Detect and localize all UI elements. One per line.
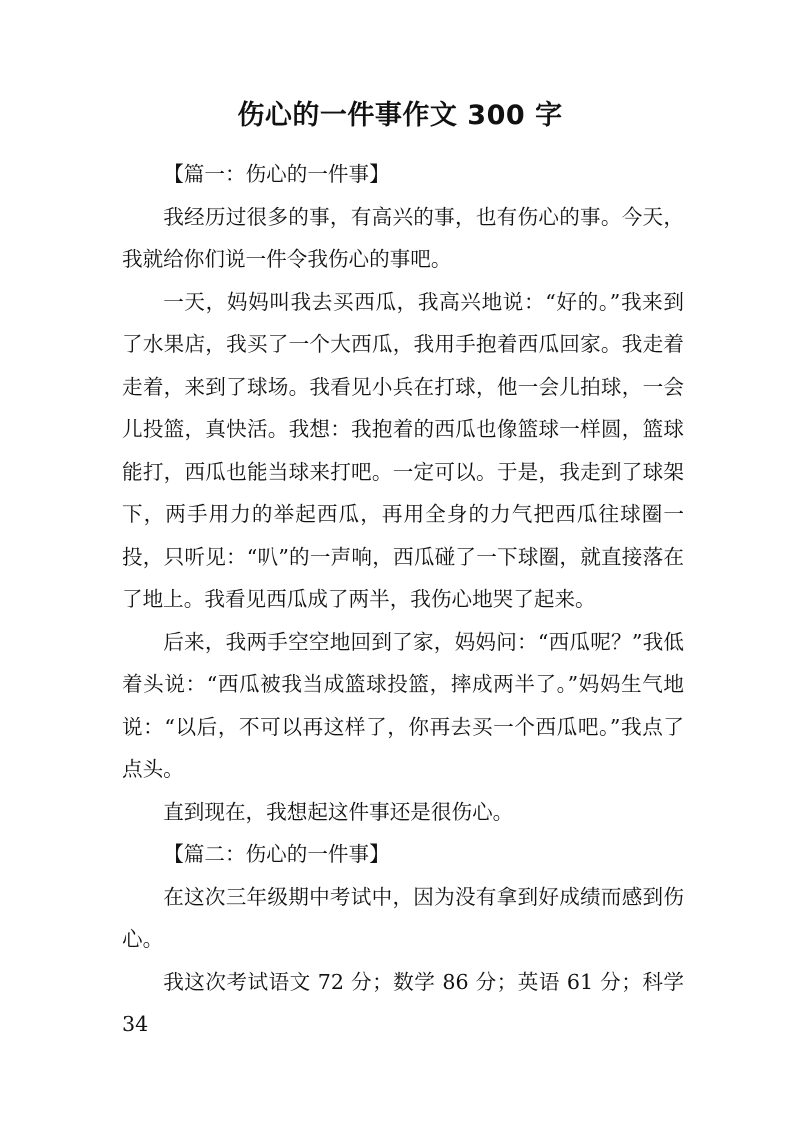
paragraph-exam-intro: 在这次三年级期中考试中，因为没有拿到好成绩而感到伤心。 (122, 884, 684, 951)
paragraph-watermelon-story: 一天，妈妈叫我去买西瓜，我高兴地说：“好的。”我来到了水果店，我买了一个大西瓜，我用手抱着西瓜回家。我走着走着，来到了球场。我看见小兵在打球，他一会儿拍球，一会儿投篮，真快活。我想：我抱着的西瓜也像篮球一样圆，篮球能打，西瓜也能当球来打吧。一定可以。于是，我走到了球架下，两手用力的举起西瓜，再用全身的力气把西瓜往球圈一投，只听见：“叭”的一声响，西瓜碰了一下球圈，就直接落在了地上。我看见西瓜成了两半，我伤心地哭了起来。 (122, 289, 684, 611)
document-body (122, 153, 684, 1046)
paragraph-intro: 我经历过很多的事，有高兴的事，也有伤心的事。今天，我就给你们说一件令我伤心的事吧。 (122, 204, 684, 271)
paragraph-conclusion: 直到现在，我想起这件事还是很伤心。 (163, 799, 514, 824)
section-heading-2: 【篇二：伤心的一件事】 (163, 842, 390, 866)
document-title: 伤心的一件事作文 300 字 (237, 100, 563, 131)
paragraph-return-home: 后来，我两手空空地回到了家，妈妈问：“西瓜呢？”我低着头说：“西瓜被我当成篮球投篮，摔成两半了。”妈妈生气地说：“以后，不可以再这样了，你再去买一个西瓜吧。”我点了点头。 (122, 629, 684, 781)
section-heading-1: 【篇一：伤心的一件事】 (163, 162, 390, 186)
paragraph-exam-scores: 我这次考试语文 72 分；数学 86 分；英语 61 分；科学 34 (122, 969, 684, 1036)
